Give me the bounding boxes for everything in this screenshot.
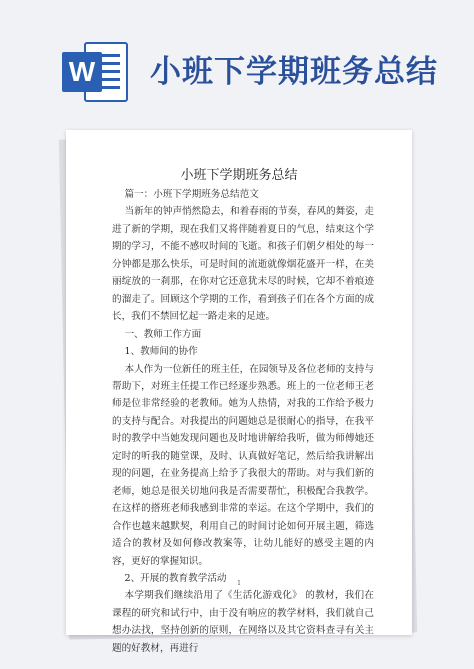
- paragraph: 当新年的钟声悄然隐去，和着春雨的节奏，春风的舞姿，走进了新的学期，现在我们又将伴随着夏日的气息，结束这个学期的学习，不能不感叹时间的飞逝。和孩子们朝夕相处的每一分钟都是那么快乐，可是时间的流逝就像烟花盛开一样，在美丽绽放的一刹那，在你对它还意犹未尽的时候，它却不着痕迹的溜走了。回顾这个学期的工作，看到孩子们在各个方面的成长，我们不禁回忆起一路走来的足迹。: [112, 206, 374, 323]
- word-document-icon: [62, 40, 130, 104]
- paragraph: 本人作为一位新任的班主任，在园领导及各位老师的支持与帮助下，对班主任提工作已经逐步熟悉。班上的一位老师王老师是位非常经验的老教师。她为人热情，对我的工作给予极力的支持与配合。对我提出的问题她总是很耐心的指导，在我平时的教学中当她发现问题也及时地讲解给我听，做为师傅她还定时的听我的随堂课，及时、认真做好笔记，然后给我讲解出现的问题，在业务提高上给予了我很大的帮助。对与我们新的老师，她总是很关切地问我是否需要帮忙，积极配合我教学。在这样的搭班老师我感到非常的幸运。在这个学期中，我们的合作也越来越默契，利用自己的时间讨论如何开展主题，筛选适合的教材及如何修改教案等，让幼儿能好的感受主题的内容，更好的掌握知识。: [112, 363, 374, 567]
- paragraph: 本学期我们继续沿用了《生活化游戏化》 的教材，我们在课程的研究和试行中，由于没有响应的教学材料，我们就自己想办法找，坚持创新的原则，在网络以及其它资料查寻有关主题的好教材，再进行: [112, 590, 374, 654]
- subsection-heading: 1、教师间的协作: [124, 346, 198, 358]
- word-logo-letter: W: [62, 52, 102, 92]
- banner-title: 小班下学期班务总结: [150, 54, 438, 90]
- page-number: 1: [237, 580, 241, 587]
- section-heading: 一、教师工作方面: [124, 328, 202, 340]
- document-page: [66, 130, 412, 654]
- section-heading: 篇一：小班下学期班务总结范文: [124, 189, 259, 200]
- document-banner: [0, 0, 474, 120]
- subsection-heading: 2、开展的教育教学活动: [124, 572, 227, 584]
- document-title: 小班下学期班务总结: [180, 168, 298, 183]
